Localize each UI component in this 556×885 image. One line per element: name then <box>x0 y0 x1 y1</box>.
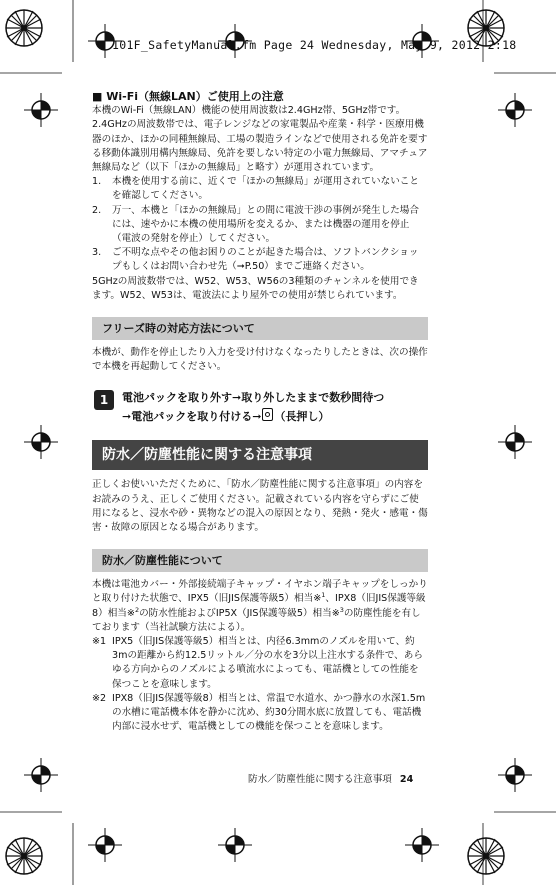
performance-body-part-b: 、IPX8（旧JIS保護等級8）相当※ <box>92 593 426 619</box>
step-line-2-suffix: （長押し） <box>274 410 330 424</box>
footnote-marker: ※2 <box>92 692 107 704</box>
power-key-icon <box>262 408 273 421</box>
footnote-ref-2: 2 <box>134 605 140 614</box>
footnote-text: IPX5（旧JIS保護等級5）相当とは、内径6.3mmのノズルを用いて、約3mの距離から約12.5リットル／分の水を3分以上注水する条件で、あらゆる方向からのノズルによる噴流水によっても、電話機としての性能を保つことを意味します。 <box>112 636 423 690</box>
performance-section-heading: 防水／防塵性能について <box>92 549 428 572</box>
footnote-marker: ※1 <box>92 636 107 648</box>
list-item-text: 本機を使用する前に、近くで「ほかの無線局」が運用されていないことを確認してください。 <box>112 176 419 202</box>
list-item-text: ご不明な点やその他お困りのことが起きた場合は、ソフトバンクショップもしくはお問い合わせ先（➞P.50）までご連絡ください。 <box>112 247 419 273</box>
list-item-number: 3. <box>92 247 102 259</box>
wifi-numbered-list <box>92 175 428 274</box>
list-item <box>92 175 428 203</box>
list-item-number: 1. <box>92 176 102 188</box>
step-line-1: 電池パックを取り外す➞取り外したままで数秒間待つ <box>122 391 385 405</box>
restart-step <box>92 388 428 426</box>
file-info-header: 101F_SafetyManual.fm Page 24 Wednesday, May 9, 2012 2:18 <box>112 38 517 52</box>
footnote-ref-3: 3 <box>339 605 344 614</box>
performance-body-part-c: の防水性能およびIP5X（JIS保護等級5）相当※ <box>139 607 340 619</box>
wifi-section-title: ■ Wi-Fi（無線LAN）ご使用上の注意 <box>92 90 284 103</box>
footnote-text: IPX8（旧JIS保護等級8）相当とは、常温で水道水、かつ静水の水深1.5mの水槽に電話機本体を静かに沈め、約30分間水底に放置しても、電話機内部に浸水せず、電話機としての機能を保つことを意味します。 <box>112 692 426 733</box>
footnote-item <box>92 692 428 735</box>
list-item-number: 2. <box>92 204 102 216</box>
waterproof-body-text: 正しくお使いいただくために、「防水／防塵性能に関する注意事項」の内容をお読みのうえ、正しくご使用ください。記載されている内容を守らずにご使用になると、浸水や砂・異物などの混入の原因となり、発熱・発火・感電・傷害・故障の原因となる場合があります。 <box>92 479 428 534</box>
wifi-outro-text: 5GHzの周波数帯では、W52、W53、W56の3種類のチャンネルを使用できます。W52、W53は、電波法により屋外での使用が禁じられています。 <box>92 275 419 301</box>
wifi-intro-text: 本機のWi-Fi（無線LAN）機能の使用周波数は2.4GHz帯、5GHz帯です。2.4GHzの周波数帯では、電子レンジなどの家電製品や産業・科学・医療用機器のほか、ほかの同種無線局、工場の製造ラインなどで使用される免許を要する移動体識別用構内無線局、免許を要しない特定の小電力無線局、アマチュア無線局など（以下「ほかの無線局」と略す）が運用されています。 <box>92 105 428 174</box>
performance-body-part-d: の防塵性能を有しております（当社試験方法による）。 <box>92 607 421 633</box>
page-content <box>92 90 428 735</box>
list-item-text: 万一、本機と「ほかの無線局」との間に電波干渉の事例が発生した場合には、速やかに本機の使用場所を変えるか、または機器の運用を停止（電波の発射を停止）してください。 <box>112 204 419 245</box>
page-number: 24 <box>399 774 414 785</box>
performance-body-text <box>92 578 428 635</box>
list-item <box>92 204 428 247</box>
page-footer <box>248 771 413 785</box>
footer-label: 防水／防塵性能に関する注意事項 <box>248 774 392 785</box>
waterproof-section-heading: 防水／防塵性能に関する注意事項 <box>92 440 428 470</box>
footnote-ref-1: 1 <box>321 591 326 600</box>
freeze-body-text: 本機が、動作を停止したり入力を受け付けなくなったりしたときは、次の操作で本機を再起動してください。 <box>92 347 428 373</box>
step-number-badge: 1 <box>94 390 114 410</box>
step-line-2 <box>122 407 428 426</box>
step-line-2-prefix: ➞電池パックを取り付ける➞ <box>122 410 262 424</box>
list-item <box>92 246 428 274</box>
footnote-list <box>92 635 428 734</box>
footnote-item <box>92 635 428 692</box>
freeze-section-heading: フリーズ時の対応方法について <box>92 317 428 340</box>
performance-body-part-a: 本機は電池カバー・外部接続端子キャップ・イヤホン端子キャップをしっかりと取り付けた状態で、IPX5（旧JIS保護等級5）相当※ <box>92 579 428 605</box>
